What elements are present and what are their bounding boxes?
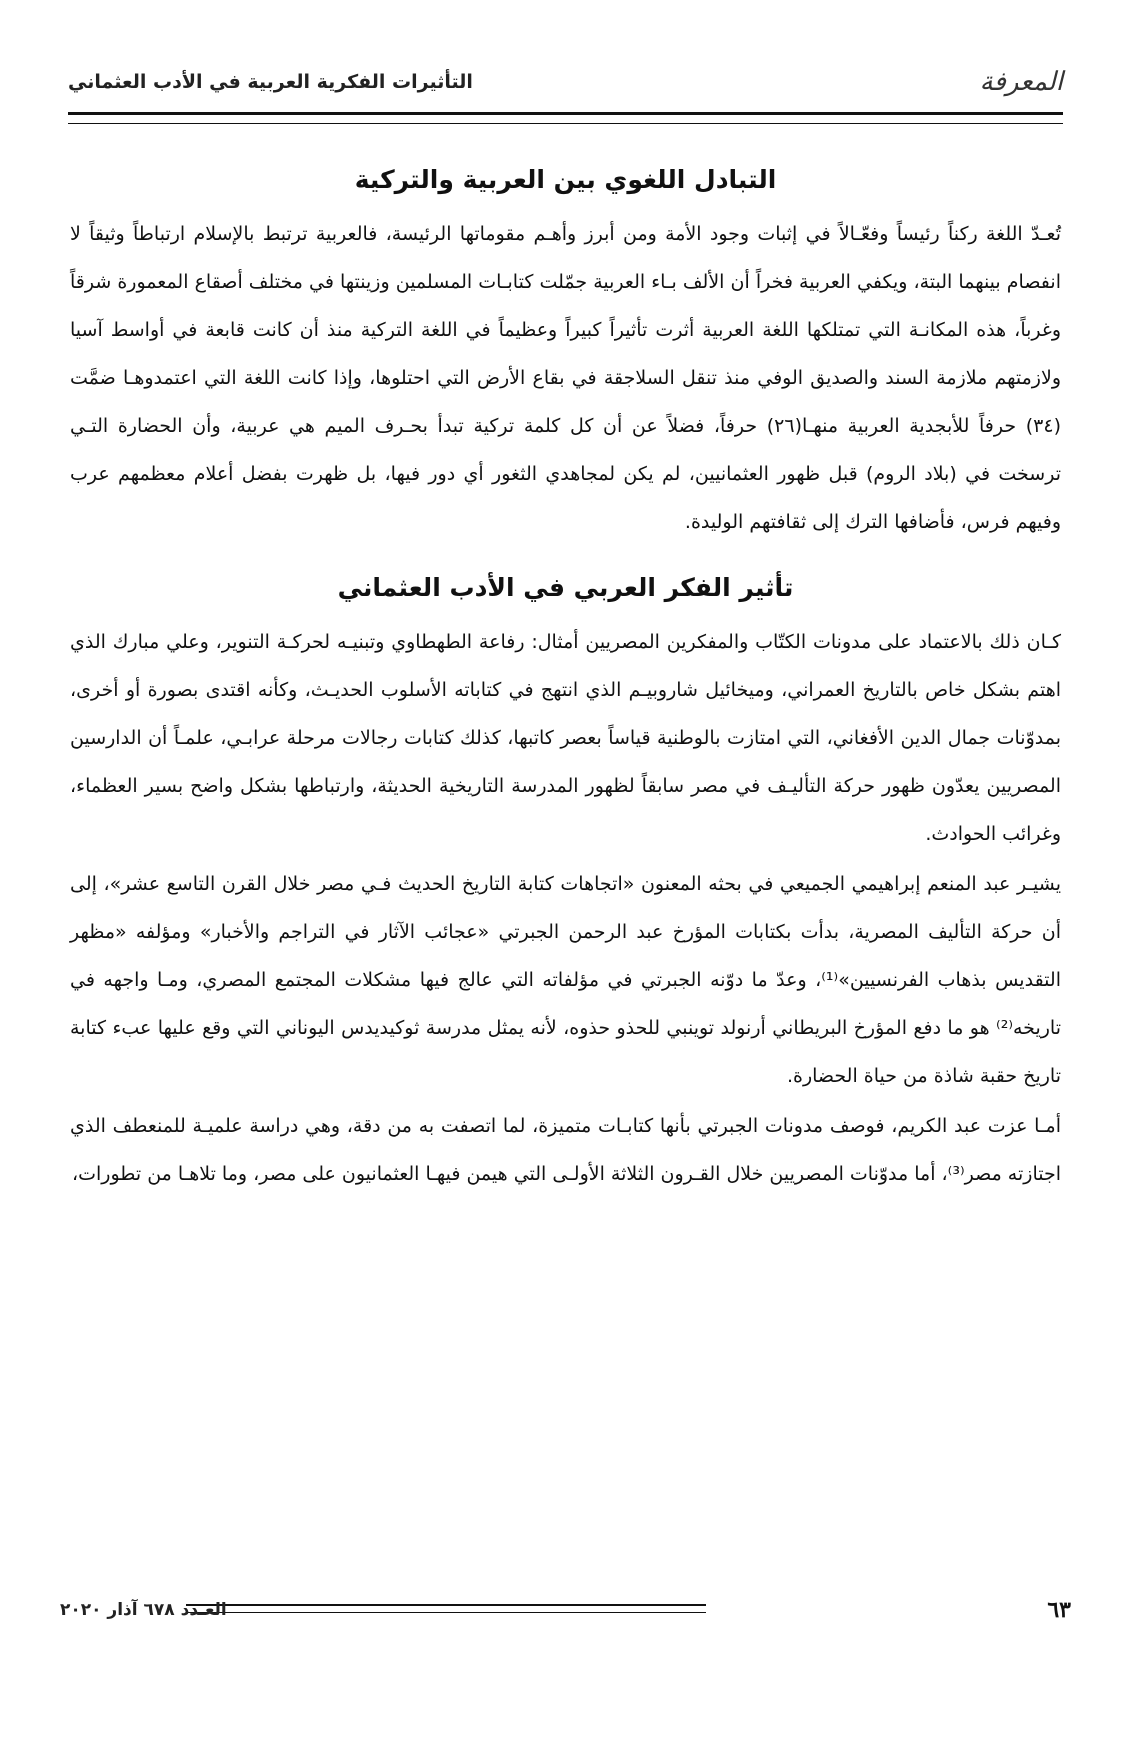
page-header xyxy=(68,58,1063,106)
issue-info: العـدد ٦٧٨ آذار ٢٠٢٠ xyxy=(60,1600,227,1620)
section-title: تأثير الفكر العربي في الأدب العثماني xyxy=(337,573,794,602)
running-title: التأثيرات الفكرية العربية في الأدب العثماني xyxy=(68,71,473,93)
article-body xyxy=(70,160,1061,1198)
section-title: التبادل اللغوي بين العربية والتركية xyxy=(354,165,777,194)
page-footer xyxy=(60,1590,1071,1630)
paragraph: أمـا عزت عبد الكريم، فوصف مدونات الجبرتي بأنها كتابـات متميزة، لما اتصفت به من دقة، وهي دراسة علميـة للمنعطف الذي اجتازته مصر⁽³⁾، أما مدوّنات المصريين خلال القـرون الثلاثة الأولـى التي هيمن فيهـا العثمانيون على مصر، وما تلاهـا من تطورات، xyxy=(70,1115,1061,1185)
journal-logo: المعرفة xyxy=(979,67,1063,97)
header-rule xyxy=(68,112,1063,124)
paragraph: كـان ذلك بالاعتماد على مدونات الكتّاب والمفكرين المصريين أمثال: رفاعة الطهطاوي وتبنيـه لحركـة التنوير، وعلي مبارك الذي اهتم بشكل خاص بالتاريخ العمراني، وميخائيل شاروبيـم الذي انتهج في كتاباته الأسلوب الحديـث، وكأنه اقتدى بصورة أو أخرى، بمدوّنات جمال الدين الأفغاني، التي امتازت بالوطنية قياساً بعصر كاتبها، كذلك كتابات رجالات مرحلة عرابـي، علمـاً أن الدارسين المصريين يعدّون ظهور حركة التأليـف في مصر سابقاً لظهور المدرسة التاريخية الحديثة، وارتباطها بشكل واضح بسير العظماء، وغرائب الحوادث. xyxy=(70,631,1061,845)
paragraph: تُعـدّ اللغة ركناً رئيساً وفعّـالاً في إثبات وجود الأمة ومن أبرز وأهـم مقوماتها الرئيسة، فالعربية ترتبط بالإسلام ارتباطاً وثيقاً لا انفصام بينهما البتة، ويكفي العربية فخراً أن الألف بـاء العربية جمّلت كتابـات المسلمين وزينتها في مختلف أصقاع المعمورة شرقاً وغرباً، هذه المكانـة التي تمتلكها اللغة العربية أثرت تأثيراً كبيراً وعظيماً في اللغة التركية منذ أن كانت قابعة في أواسط آسيا ولازمتهم ملازمة السند والصديق الوفي منذ تنقل السلاجقة في بقاع الأرض التي احتلوها، وإذا كانت اللغة التي اعتمدوهـا ضمَّت (٣٤) حرفاً للأبجدية العربية منهـا(٢٦) حرفاً، فضلاً عن أن كل كلمة تركية تبدأ بحـرف الميم هي عربية، وأن الحضارة التـي ترسخت في (بلاد الروم) قبل ظهور العثمانيين، لم يكن لمجاهدي الثغور أي دور فيها، بل ظهرت بفضل أعلام معظمهم عرب وفيهم فرس، فأضافها الترك إلى ثقافتهم الوليدة. xyxy=(70,223,1061,533)
paragraph: يشيـر عبد المنعم إبراهيمي الجميعي في بحثه المعنون «اتجاهات كتابة التاريخ الحديث فـي مصر خلال القرن التاسع عشر»، إلى أن حركة التأليف المصرية، بدأت بكتابات المؤرخ عبد الرحمن الجبرتي «عجائب الآثار في التراجم والأخبار» ومؤلفه «مظهر التقديس بذهاب الفرنسيين»⁽¹⁾، وعدّ ما دوّنه الجبرتي في مؤلفاته التي عالج فيها مشكلات المجتمع المصري، ومـا واجهه في تاريخه⁽²⁾ هو ما دفع المؤرخ البريطاني أرنولد توينبي للحذو حذوه، لأنه يمثل مدرسة ثوكيديدس اليوناني التي وقع عليها عبء كتابة تاريخ حقبة شاذة من حياة الحضارة. xyxy=(70,873,1061,1087)
page-number: ٦٣ xyxy=(1047,1597,1071,1623)
